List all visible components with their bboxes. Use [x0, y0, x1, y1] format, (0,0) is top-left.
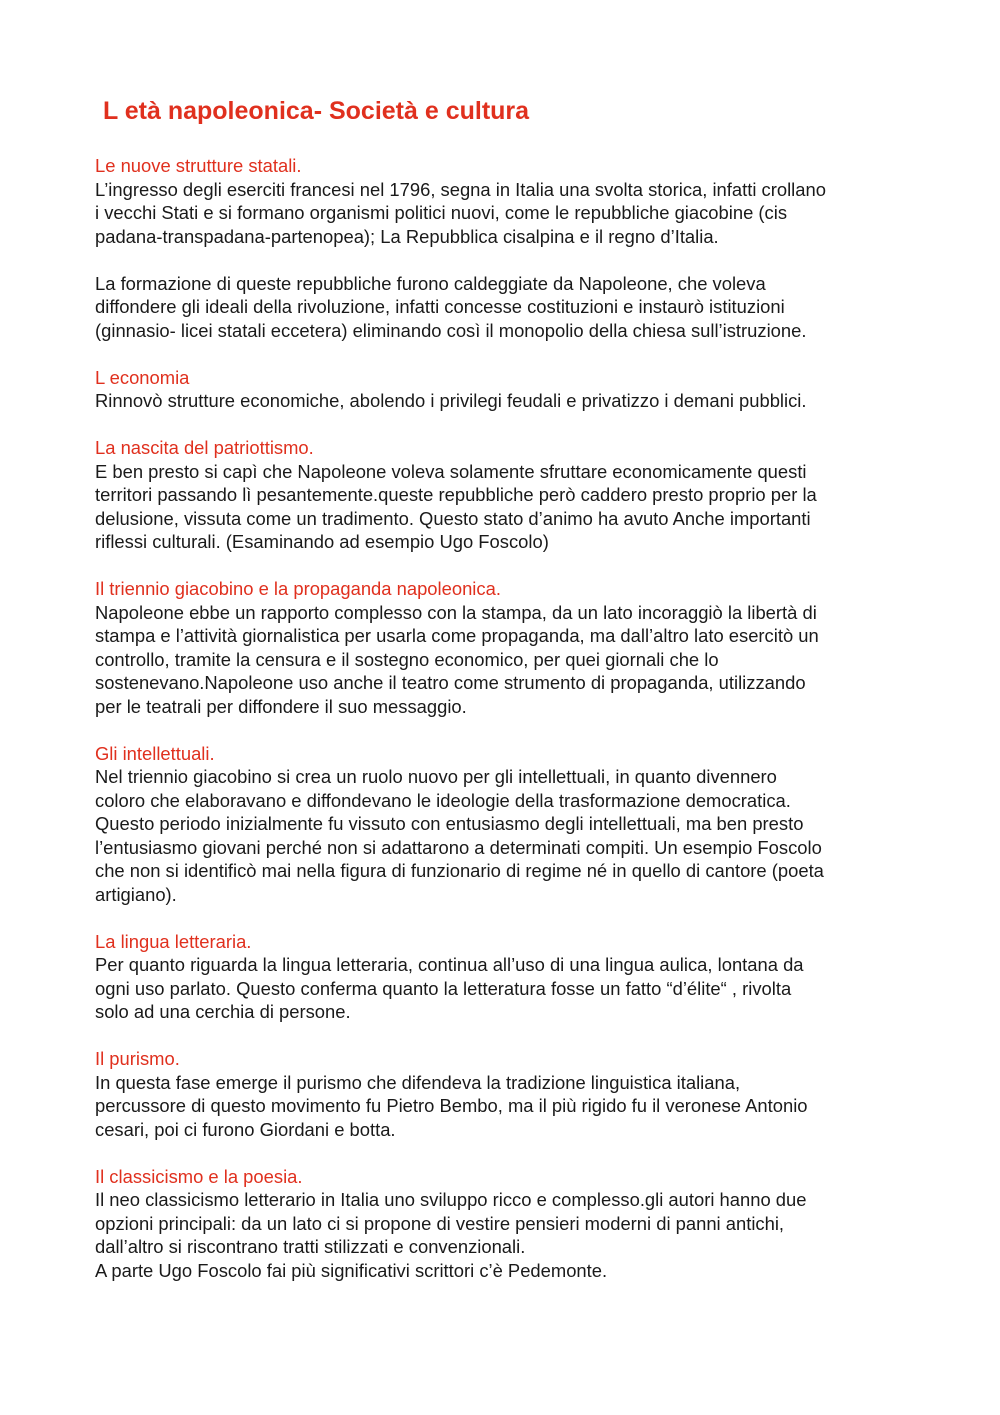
section	[95, 1047, 915, 1141]
text-line: stampa e l’attività giornalistica per usarla come propaganda, ma dall’altro lato esercitò un	[95, 625, 819, 646]
text-line: Per quanto riguarda la lingua letteraria, continua all’uso di una lingua aulica, lontana da	[95, 954, 804, 975]
section	[95, 930, 915, 1024]
text-line: A parte Ugo Foscolo fai più significativi scrittori c’è Pedemonte.	[95, 1259, 608, 1281]
paragraph	[95, 601, 915, 719]
text-line: Nel triennio giacobino si crea un ruolo nuovo per gli intellettuali, in quanto divennero	[95, 766, 777, 787]
text-line: controllo, tramite la censura e il sostegno economico, per quei giornali che lo	[95, 648, 719, 670]
text-line: Questo periodo inizialmente fu vissuto con entusiasmo degli intellettuali, ma ben presto	[95, 813, 804, 834]
section-heading: Il triennio giacobino e la propaganda napoleonica.	[95, 578, 501, 599]
section	[95, 1165, 915, 1283]
text-line: ogni uso parlato. Questo conferma quanto la letteratura fosse un fatto “d’élite“ , rivolta	[95, 977, 792, 999]
paragraph	[95, 389, 915, 413]
sections-container	[95, 154, 915, 1282]
section-heading: La nascita del patriottismo.	[95, 437, 314, 458]
paragraph	[95, 953, 915, 1024]
paragraph	[95, 1071, 915, 1142]
text-line: cesari, poi ci furono Giordani e botta.	[95, 1118, 396, 1140]
paragraph-spacer	[95, 248, 915, 272]
section-heading: Gli intellettuali.	[95, 742, 215, 764]
text-line: Napoleone ebbe un rapporto complesso con la stampa, da un lato incoraggiò la libertà di	[95, 601, 817, 623]
section	[95, 577, 915, 718]
document-page	[95, 94, 915, 1306]
section-heading: Le nuove strutture statali.	[95, 155, 302, 176]
section	[95, 366, 915, 413]
text-line: (ginnasio- licei statali eccetera) eliminando così il monopolio della chiesa sull’istruzione.	[95, 319, 807, 341]
text-line: che non si identificò mai nella figura di funzionario di regime né in quello di cantore (poeta	[95, 860, 824, 881]
text-line: riflessi culturali. (Esaminando ad esempio Ugo Foscolo)	[95, 531, 549, 552]
text-line: territori passando lì pesantemente.queste repubbliche però caddero presto proprio per la	[95, 484, 817, 505]
document-title: L età napoleonica- Società e cultura	[103, 97, 530, 125]
paragraph	[95, 460, 915, 554]
section-heading: La lingua letteraria.	[95, 930, 252, 952]
text-line: coloro che elaboravano e diffondevano le ideologie della trasformazione democratica.	[95, 789, 791, 811]
text-line: Rinnovò strutture economiche, abolendo i privilegi feudali e privatizzo i demani pubblici.	[95, 390, 807, 411]
text-line: solo ad una cerchia di persone.	[95, 1001, 351, 1022]
text-line: dall’altro si riscontrano tratti stilizzati e convenzionali.	[95, 1236, 526, 1257]
paragraph	[95, 765, 915, 906]
text-line: L’ingresso degli eserciti francesi nel 1796, segna in Italia una svolta storica, infatti crollano	[95, 178, 826, 200]
text-line: diffondere gli ideali della rivoluzione, infatti concesse costituzioni e instaurò istituzioni	[95, 296, 785, 317]
text-line: percussore di questo movimento fu Pietro Bembo, ma il più rigido fu il veronese Antonio	[95, 1095, 808, 1116]
section	[95, 154, 915, 342]
paragraph	[95, 178, 915, 249]
text-line: La formazione di queste repubbliche furono caldeggiate da Napoleone, che voleva	[95, 272, 766, 294]
text-line: per le teatrali per diffondere il suo messaggio.	[95, 695, 467, 717]
text-line: sostenevano.Napoleone uso anche il teatro come strumento di propaganda, utilizzando	[95, 672, 806, 693]
text-line: opzioni principali: da un lato ci si propone di vestire pensieri moderni di panni antichi,	[95, 1212, 785, 1234]
text-line: padana-transpadana-partenopea); La Repubblica cisalpina e il regno d’Italia.	[95, 225, 719, 247]
section	[95, 742, 915, 907]
paragraph	[95, 272, 915, 343]
section	[95, 436, 915, 554]
paragraph	[95, 1188, 915, 1282]
text-line: Il neo classicismo letterario in Italia uno sviluppo ricco e complesso.gli autori hanno due	[95, 1189, 807, 1210]
section-heading: L economia	[95, 366, 190, 388]
text-line: i vecchi Stati e si formano organismi politici nuovi, come le repubbliche giacobine (cis	[95, 202, 788, 223]
text-line: l’entusiasmo giovani perché non si adattarono a determinati compiti. Un esempio Foscolo	[95, 836, 822, 858]
text-line: artigiano).	[95, 883, 177, 905]
text-line: In questa fase emerge il purismo che difendeva la tradizione linguistica italiana,	[95, 1071, 741, 1093]
section-heading: Il classicismo e la poesia.	[95, 1165, 303, 1187]
section-heading: Il purismo.	[95, 1048, 180, 1069]
text-line: delusione, vissuta come un tradimento. Questo stato d’animo ha avuto Anche importanti	[95, 507, 811, 529]
text-line: E ben presto si capì che Napoleone voleva solamente sfruttare economicamente questi	[95, 460, 807, 482]
